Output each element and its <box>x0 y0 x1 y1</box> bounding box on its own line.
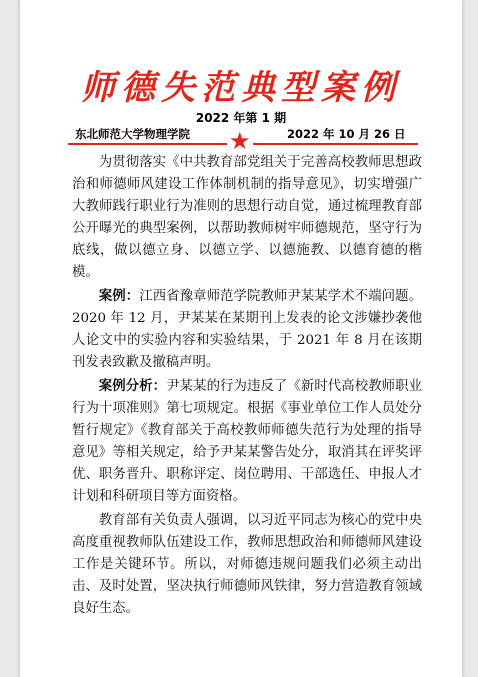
issue-number: 2022 年第 1 期 <box>195 111 287 125</box>
analysis-text: 尹某某的行为违反了《新时代高校教师职业行为十项准则》第七项规定。根据《事业单位工作人员处分暂行规定》《教育部关于高校教师师德失范行为处理的指导意见》等相关规定，给予尹某某警告处分，取消其在评奖评优、职务晋升、职称评定、岗位聘用、干部选任、申报人才计划和科研项目等方面资格。 <box>72 379 423 504</box>
analysis-paragraph <box>72 376 422 508</box>
organization: 东北师范大学物理学院 <box>75 127 190 141</box>
case-paragraph <box>72 286 422 374</box>
closing-paragraph: 教育部有关负责人强调，以习近平同志为核心的党中央高度重视教师队伍建设工作，教师思想政治和师德师风建设工作是关键环节。所以，对师德违规问题我们必须主动出击、及时处置，坚决执行师德师风铁律，努力营造教育领域良好生态。 <box>72 513 422 616</box>
intro-paragraph: 为贯彻落实《中共教育部党组关于完善高校教师思想政治和师德师风建设工作体制机制的指导意见》，切实增强广大教师践行职业行为准则的思想行动自觉，通过梳理教育部公开曝光的典型案例，以帮助教师树牢师德规范，坚守行为底线，做以德立身、以德立学、以德施教、以德育德的楷模。 <box>72 155 422 280</box>
article-body <box>72 152 422 622</box>
newsletter-title: 师德失范典型案例 <box>81 68 401 108</box>
document-page <box>20 0 462 677</box>
case-text: 江西省豫章师范学院教师尹某某学术不端问题。2020 年 12 月，尹某某在某期刊上发表的论文涉嫌抄袭他人论文中的实验内容和实验结果，于 2021 年 8 月在该期刊发表致歉及撤稿声明。 <box>72 289 423 370</box>
analysis-label: 案例分析： <box>98 379 167 394</box>
case-label: 案例： <box>98 289 140 304</box>
star-icon: ★ <box>229 127 251 155</box>
publish-date: 2022 年 10 月 26 日 <box>287 127 406 141</box>
